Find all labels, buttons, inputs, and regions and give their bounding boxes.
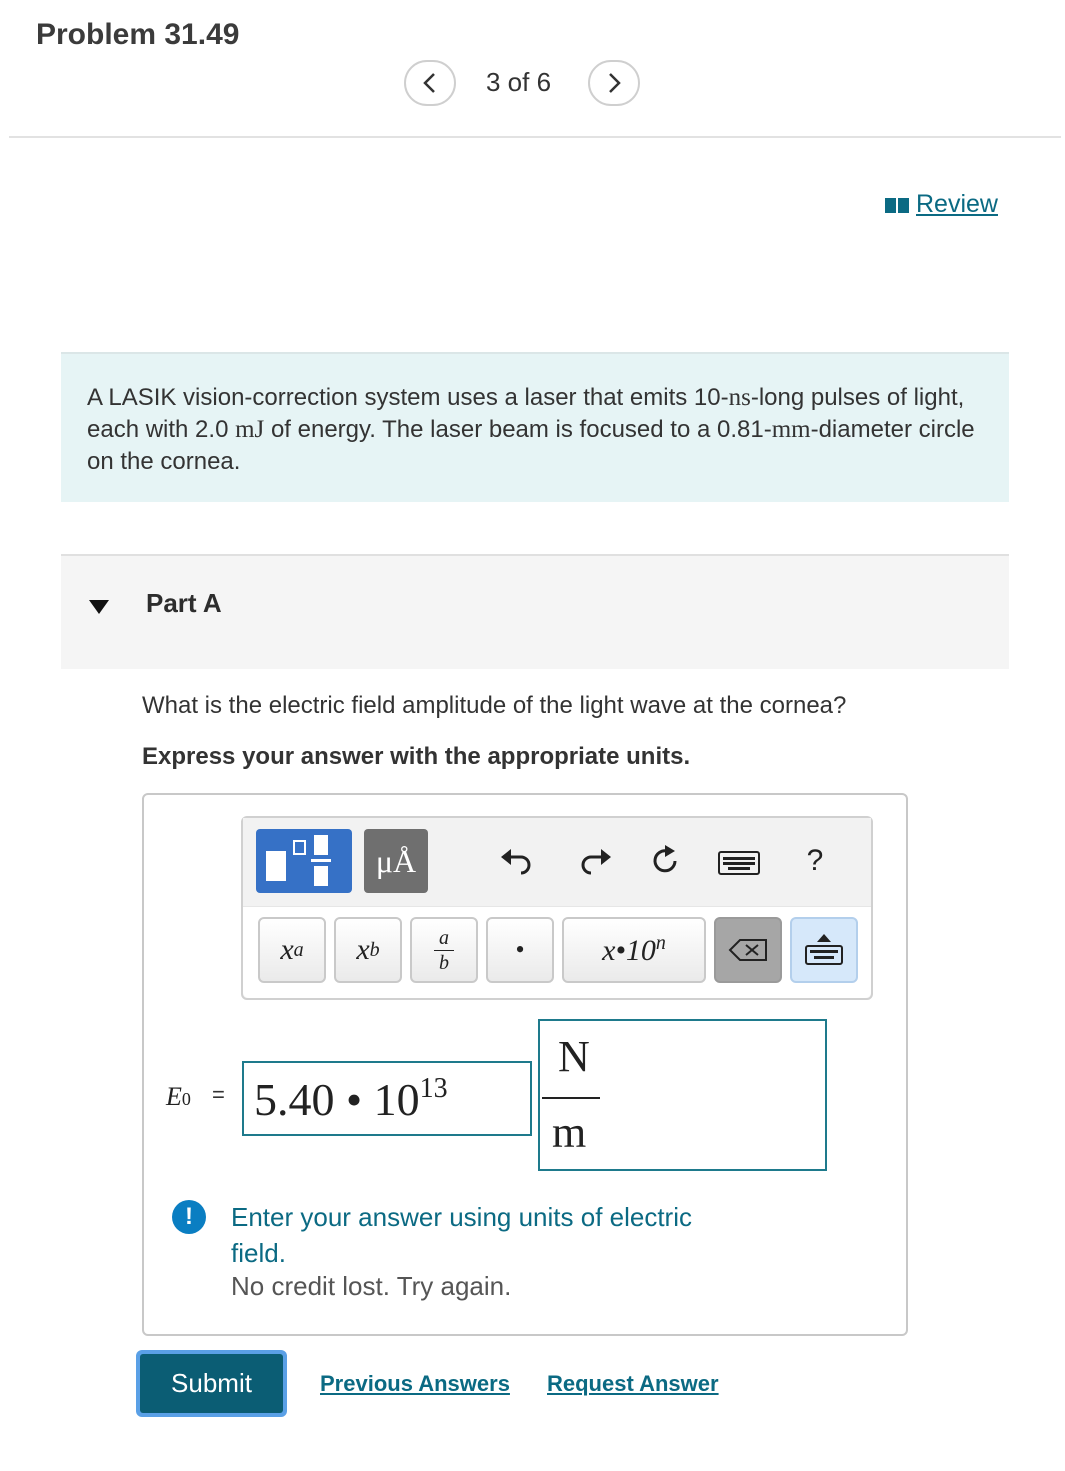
superscript-key[interactable] xyxy=(258,917,326,983)
equals-sign: = xyxy=(212,1082,225,1107)
fraction-key-bar xyxy=(434,950,454,951)
problem-text-4: -diameter circle on the cornea. xyxy=(87,416,975,475)
backspace-icon xyxy=(728,938,768,962)
problem-text-1: A LASIK vision-correction system uses a laser that emits 10- xyxy=(87,384,729,411)
variable-symbol: E xyxy=(166,1082,182,1111)
submit-focus-ring xyxy=(136,1350,287,1417)
previous-problem-button[interactable] xyxy=(404,60,456,106)
review-label: Review xyxy=(916,190,998,218)
fraction-key-denominator: b xyxy=(439,951,449,974)
keyboard-up-icon xyxy=(804,932,844,968)
book-icon xyxy=(884,195,910,215)
next-problem-button[interactable] xyxy=(588,60,640,106)
chevron-left-icon xyxy=(422,72,438,94)
unit-mm: mm xyxy=(771,416,811,443)
feedback-note: No credit lost. Try again. xyxy=(231,1271,512,1301)
unit-mj: mJ xyxy=(235,416,265,443)
alert-icon: ! xyxy=(172,1200,206,1234)
unit-ns: ns xyxy=(728,384,751,411)
variable-label xyxy=(166,1082,191,1112)
value-mantissa: 5.40 • 10 xyxy=(254,1074,420,1125)
subscript-key-base: x xyxy=(356,933,370,966)
fraction-key-numerator: a xyxy=(439,926,449,949)
question-text: What is the electric field amplitude of the light wave at the cornea? xyxy=(142,692,847,719)
unit-denominator: m xyxy=(552,1108,587,1157)
problem-title: Problem 31.49 xyxy=(36,18,240,51)
problem-text-3: of energy. The laser beam is focused to a 0.81- xyxy=(264,416,772,443)
subscript-key-sub: b xyxy=(369,938,380,961)
units-input[interactable] xyxy=(538,1019,827,1171)
problem-text-2: -long pulses of light, each with 2.0 xyxy=(87,384,965,443)
scientific-notation-key[interactable] xyxy=(562,917,706,983)
templates-button[interactable] xyxy=(256,829,352,893)
subscript-key[interactable] xyxy=(334,917,402,983)
value-exponent: 13 xyxy=(419,1073,448,1104)
undo-icon[interactable] xyxy=(498,842,534,878)
toggle-keyboard-key[interactable] xyxy=(790,917,858,983)
units-button[interactable]: μÅ xyxy=(364,829,428,893)
answer-instruction: Express your answer with the appropriate units. xyxy=(142,743,691,770)
previous-answers-link[interactable]: Previous Answers xyxy=(320,1371,510,1396)
superscript-key-exp: a xyxy=(293,938,304,961)
problem-statement xyxy=(61,352,1009,502)
superscript-key-base: x xyxy=(280,933,294,966)
submit-button[interactable]: Submit xyxy=(140,1354,283,1413)
part-label: Part A xyxy=(146,588,222,618)
templates-icon xyxy=(256,829,352,893)
unit-fraction-bar xyxy=(542,1097,600,1099)
chevron-right-icon xyxy=(606,72,622,94)
help-button[interactable]: ? xyxy=(806,844,824,877)
reset-icon[interactable] xyxy=(646,842,684,880)
collapse-triangle-icon[interactable] xyxy=(89,600,109,614)
variable-subscript: 0 xyxy=(181,1089,191,1109)
review-link[interactable] xyxy=(884,190,998,219)
feedback-message: Enter your answer using units of electric field. xyxy=(231,1202,692,1268)
unit-numerator: N xyxy=(558,1032,590,1081)
header-divider xyxy=(9,136,1061,138)
backspace-key[interactable] xyxy=(714,917,782,983)
keyboard-icon[interactable] xyxy=(718,848,760,878)
request-answer-link[interactable]: Request Answer xyxy=(547,1371,719,1396)
redo-icon[interactable] xyxy=(578,842,614,878)
sci-key-label: x•10$^n$ xyxy=(602,932,666,967)
fraction-key[interactable] xyxy=(410,917,478,983)
part-a-header[interactable] xyxy=(61,554,1009,669)
dot-key[interactable]: • xyxy=(486,917,554,983)
problem-counter: 3 of 6 xyxy=(486,67,552,97)
value-input[interactable] xyxy=(242,1061,532,1136)
